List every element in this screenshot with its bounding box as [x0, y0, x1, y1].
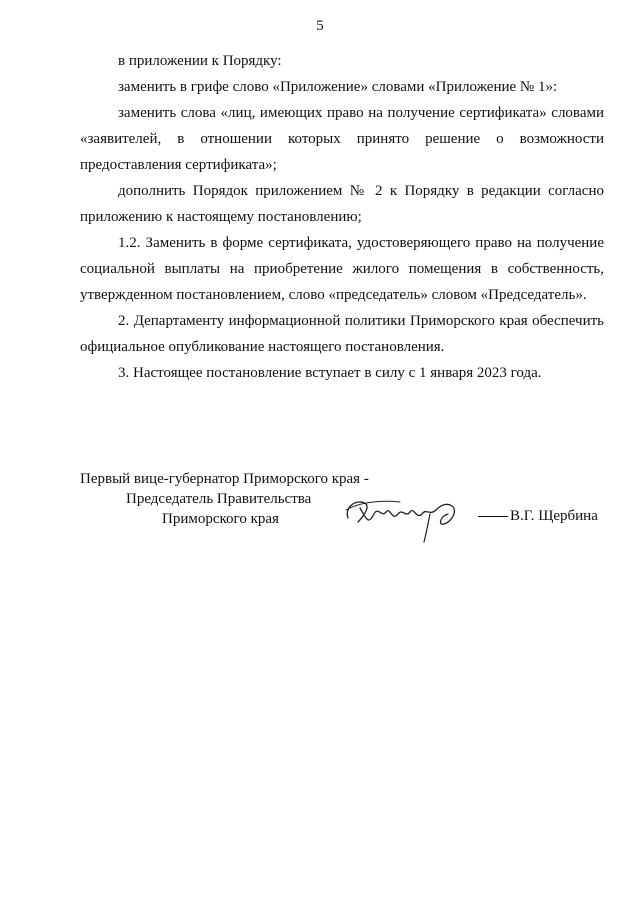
paragraph-7: 3. Настоящее постановление вступает в силу с 1 января 2023 года. — [118, 365, 542, 381]
paragraph-5: 1.2. Заменить в форме сертификата, удостоверяющего право на получение социальной выплаты на приобретение жилого помещения в собственность, утвержденном постановлением, слово «председатель» словом «Председатель». — [80, 235, 604, 303]
paragraph-6: 2. Департаменту информационной политики Приморского края обеспечить официальное опубликование настоящего постановления. — [80, 313, 604, 355]
paragraph-1: в приложении к Порядку: — [118, 53, 282, 69]
paragraph-2: заменить в грифе слово «Приложение» словами «Приложение № 1»: — [118, 79, 558, 95]
signature-line — [478, 516, 508, 517]
paragraph-3: заменить слова «лиц, имеющих право на получение сертификата» словами «заявителей, в отношении которых принято решение о возможности предоставления сертификата»; — [80, 105, 604, 173]
paragraph-4: дополнить Порядок приложением № 2 к Порядку в редакции согласно приложению к настоящему постановлению; — [80, 183, 604, 225]
position-line-2: Председатель Правительства — [126, 491, 312, 507]
position-line-1: Первый вице-губернатор Приморского края - — [80, 471, 369, 487]
signer-name: В.Г. Щербина — [510, 508, 598, 524]
signer-name-line — [478, 508, 598, 525]
document-body — [80, 48, 604, 386]
position-line-3: Приморского края — [162, 511, 279, 527]
handwritten-signature — [340, 488, 485, 544]
page-number: 5 — [316, 18, 324, 34]
